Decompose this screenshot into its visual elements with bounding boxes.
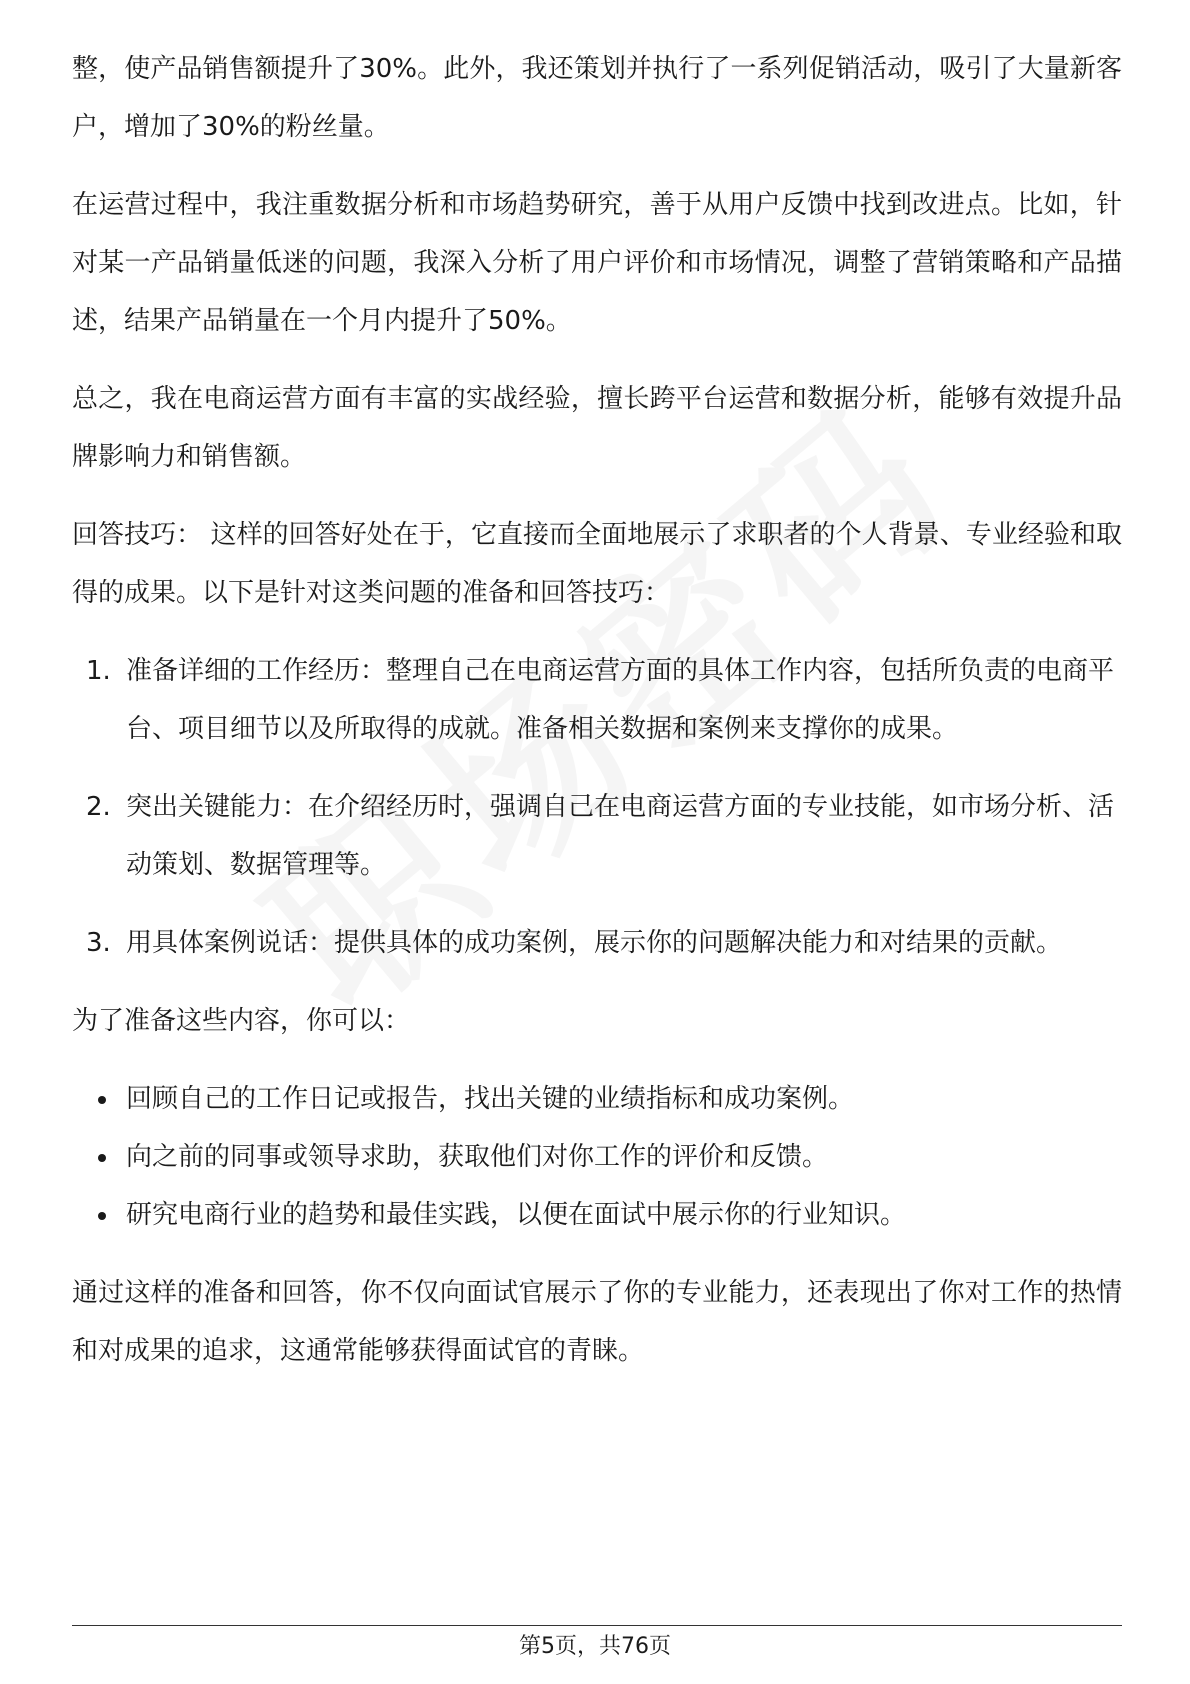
- list-item-text: 突出关键能力：在介绍经历时，强调自己在电商运营方面的专业技能，如市场分析、活动策划、数据管理等。: [126, 792, 1115, 880]
- list-item-text: 用具体案例说话：提供具体的成功案例，展示你的问题解决能力和对结果的贡献。: [126, 928, 1063, 958]
- bullet-item: [72, 1070, 1122, 1128]
- list-item-number: 3.: [86, 928, 111, 958]
- page-number: 第5页，共76页: [519, 1634, 671, 1659]
- paragraph-summary: 总之，我在电商运营方面有丰富的实战经验，擅长跨平台运营和数据分析，能够有效提升品牌影响力和销售额。: [72, 384, 1122, 472]
- list-item-number: 2.: [86, 792, 111, 822]
- list-item-text: 准备详细的工作经历：整理自己在电商运营方面的具体工作内容，包括所负责的电商平台、项目细节以及所取得的成就。准备相关数据和案例来支撑你的成果。: [126, 656, 1115, 744]
- bullet-item: [72, 1186, 1122, 1244]
- paragraph-operations: 在运营过程中，我注重数据分析和市场趋势研究，善于从用户反馈中找到改进点。比如，针对某一产品销量低迷的问题，我深入分析了用户评价和市场情况，调整了营销策略和产品描述，结果产品销量在一个月内提升了50%。: [72, 190, 1122, 336]
- list-item-number: 1.: [86, 656, 111, 686]
- paragraph-intro-continued: 整，使产品销售额提升了30%。此外，我还策划并执行了一系列促销活动，吸引了大量新客户，增加了30%的粉丝量。: [72, 54, 1122, 142]
- list-item: [72, 778, 1122, 894]
- bullet-dot-icon: [98, 1096, 106, 1104]
- paragraph-answer-tips: 回答技巧： 这样的回答好处在于，它直接而全面地展示了求职者的个人背景、专业经验和取得的成果。以下是针对这类问题的准备和回答技巧：: [72, 520, 1122, 608]
- list-item: [72, 642, 1122, 758]
- bullet-item-text: 向之前的同事或领导求助，获取他们对你工作的评价和反馈。: [126, 1142, 829, 1172]
- tips-numbered-list: [72, 642, 1122, 972]
- prepare-bullet-list: [72, 1070, 1122, 1244]
- bullet-dot-icon: [98, 1154, 106, 1162]
- bullet-item-text: 回顾自己的工作日记或报告，找出关键的业绩指标和成功案例。: [126, 1084, 855, 1114]
- paragraph-prepare-intro: 为了准备这些内容，你可以：: [72, 1006, 411, 1036]
- bullet-dot-icon: [98, 1212, 106, 1220]
- list-item: [72, 914, 1122, 972]
- bullet-item: [72, 1128, 1122, 1186]
- bullet-item-text: 研究电商行业的趋势和最佳实践，以便在面试中展示你的行业知识。: [126, 1200, 907, 1230]
- footer-divider: [72, 1625, 1122, 1626]
- document-body: [72, 40, 1122, 1400]
- paragraph-conclusion: 通过这样的准备和回答，你不仅向面试官展示了你的专业能力，还表现出了你对工作的热情和对成果的追求，这通常能够获得面试官的青睐。: [72, 1278, 1122, 1366]
